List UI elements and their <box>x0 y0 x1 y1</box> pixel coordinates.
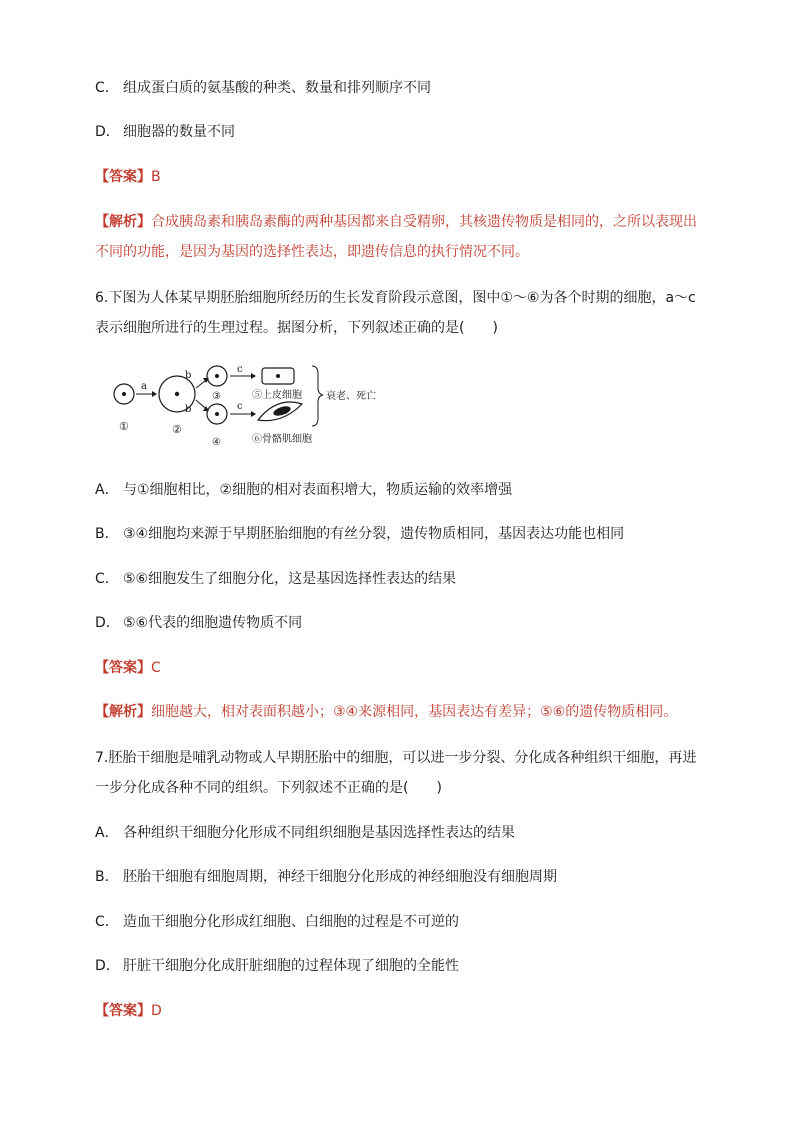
answer-2 <box>95 658 161 678</box>
cell-2-nucleus <box>175 392 179 396</box>
q7-option-b: B． 胚胎干细胞有细胞周期，神经干细胞分化形成的神经细胞没有细胞周期 <box>95 869 557 885</box>
q6-option-d: D． ⑤⑥代表的细胞遗传物质不同 <box>95 615 303 631</box>
question-7-line-1: 7.胚胎干细胞是哺乳动物或人早期胚胎中的细胞，可以进一步分裂、分化成各种组织干细胞，再进 <box>95 750 697 766</box>
answer-label: 【答案】 <box>95 1003 151 1019</box>
q6-option-a: A． 与①细胞相比，②细胞的相对表面积增大，物质运输的效率增强 <box>95 482 513 498</box>
brace <box>312 366 323 426</box>
explanation-1-line-1: 【解析】合成胰岛素和胰岛素酶的两种基因都来自受精卵，其核遗传物质是相同的，之所以表现出 <box>95 214 697 230</box>
explanation-1-line-2: 不同的功能，是因为基因的选择性表达，即遗传信息的执行情况不同。 <box>95 244 529 260</box>
arrow-a-head <box>152 391 157 397</box>
q6-option-c: C． ⑤⑥细胞发生了细胞分化，这是基因选择性表达的结果 <box>95 571 457 587</box>
answer-value: C <box>151 660 161 676</box>
question-6-line-2: 表示细胞所进行的生理过程。据图分析，下列叙述正确的是( ) <box>95 320 498 336</box>
cell-6-label: ⑥骨骼肌细胞 <box>252 434 312 445</box>
arrow-c-top-label: c <box>237 364 243 375</box>
cell-1-label: ① <box>119 420 129 433</box>
arrow-c-top-head <box>251 373 256 379</box>
explanation-label: 【解析】 <box>95 704 151 720</box>
cell-5-label: ⑤上皮细胞 <box>252 390 302 401</box>
q6-option-b: B． ③④细胞均来源于早期胚胎细胞的有丝分裂，遗传物质相同，基因表达功能也相同 <box>95 526 625 542</box>
cell-4-label: ④ <box>212 437 221 448</box>
cell-4-nucleus <box>215 412 219 416</box>
answer-value: B <box>151 169 161 185</box>
q7-option-d: D． 肝脏干细胞分化成肝脏细胞的过程体现了细胞的全能性 <box>95 958 459 974</box>
cell-5-nucleus <box>276 374 280 378</box>
q7-option-c: C． 造血干细胞分化形成红细胞、白细胞的过程是不可逆的 <box>95 914 459 930</box>
question-7-line-2: 一步分化成各种不同的组织。下列叙述不正确的是( ) <box>95 780 442 796</box>
cell-development-diagram <box>112 362 382 454</box>
fate-label: 衰老、死亡 <box>326 391 376 402</box>
answer-label: 【答案】 <box>95 169 151 185</box>
arrow-b-bottom-line <box>196 400 205 408</box>
explanation-label: 【解析】 <box>95 214 151 230</box>
cell-2-label: ② <box>172 423 182 436</box>
cell-3-label: ③ <box>212 391 221 402</box>
cell-3-nucleus <box>215 374 219 378</box>
answer-value: D <box>151 1003 162 1019</box>
answer-3 <box>95 1001 162 1021</box>
option-d-prev: D． 细胞器的数量不同 <box>95 124 235 140</box>
q7-option-a: A． 各种组织干细胞分化形成不同组织细胞是基因选择性表达的结果 <box>95 825 515 841</box>
answer-1 <box>95 167 161 187</box>
explanation-2: 【解析】细胞越大，相对表面积越小；③④来源相同，基因表达有差异；⑤⑥的遗传物质相同。 <box>95 704 678 720</box>
arrow-c-bottom-label: c <box>237 401 243 412</box>
arrow-c-bottom-head <box>251 411 256 417</box>
arrow-b-top-line <box>196 381 205 388</box>
cell-1-nucleus <box>122 392 126 396</box>
arrow-a-label: a <box>141 381 147 392</box>
cell-6-nucleus <box>272 404 292 417</box>
option-c-prev: C． 组成蛋白质的氨基酸的种类、数量和排列顺序不同 <box>95 80 431 96</box>
arrow-b-bottom-label: b <box>185 404 192 415</box>
question-6-line-1: 6.下图为人体某早期胚胎细胞所经历的生长发育阶段示意图，图中①～⑥为各个时期的细胞，a～c <box>95 290 696 306</box>
arrow-b-top-label: b <box>185 370 192 381</box>
answer-label: 【答案】 <box>95 660 151 676</box>
